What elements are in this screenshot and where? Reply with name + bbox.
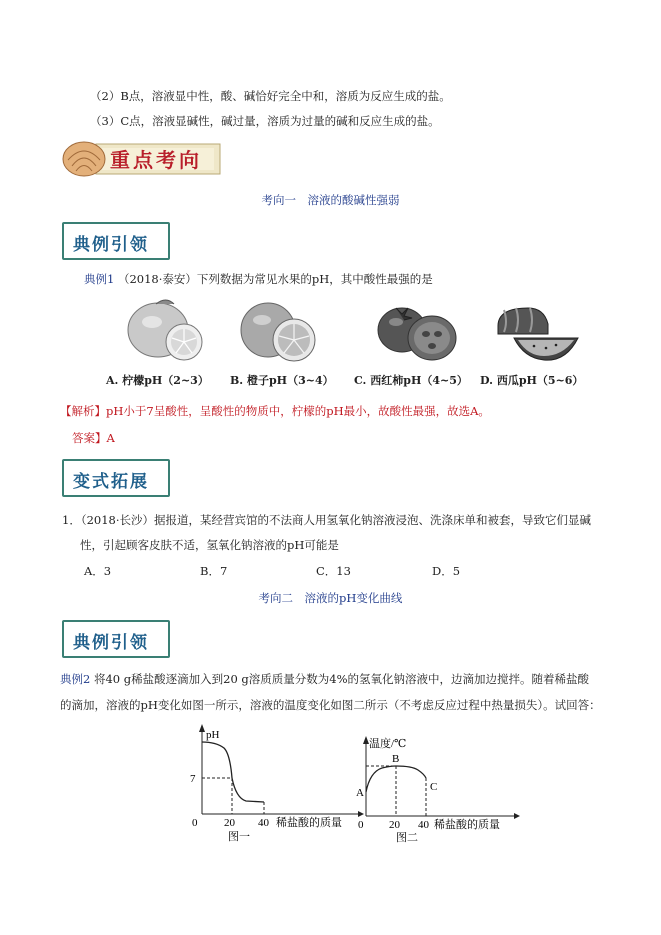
topic-2-heading: 考向二 溶液的pH变化曲线 bbox=[258, 591, 403, 605]
fig2-point-b: B bbox=[392, 753, 400, 765]
example-1-text: （2018·泰安）下列数据为常见水果的pH，其中酸性最强的是 bbox=[117, 272, 433, 286]
fig1-xtick-0: 0 bbox=[192, 817, 198, 829]
example-1-analysis: 【解析】pH小于7呈酸性，呈酸性的物质中，柠檬的pH最小，故酸性最强，故选A。 bbox=[60, 404, 490, 418]
figure-1 bbox=[186, 724, 366, 844]
example-2-text: 将40 g稀盐酸逐滴加入到20 g溶质质量分数为4%的氢氧化钠溶液中，边滴加边搅拌。随着稀盐酸 bbox=[93, 672, 590, 686]
lemon-image bbox=[118, 298, 214, 364]
x-axis-arrow-icon-2 bbox=[514, 813, 520, 819]
key-banner bbox=[62, 140, 222, 178]
topic-1-heading: 考向一 溶液的酸碱性强弱 bbox=[261, 193, 400, 207]
exercise-option-c[interactable]: C．13 bbox=[316, 564, 351, 578]
exercise-option-d[interactable]: D．5 bbox=[432, 564, 461, 578]
option-a[interactable]: A. 柠檬pH（2~3） bbox=[106, 374, 209, 387]
example-banner-2-title: 典例引领 bbox=[73, 633, 149, 653]
fig1-xtick-20: 20 bbox=[224, 817, 235, 829]
orange-image bbox=[236, 300, 326, 364]
fig2-ylabel: 温度/℃ bbox=[369, 738, 407, 750]
fig1-xtick-40: 40 bbox=[258, 817, 269, 829]
example-1-answer: 答案】A bbox=[72, 431, 115, 445]
variation-banner-title: 变式拓展 bbox=[73, 472, 149, 492]
fig2-caption: 图二 bbox=[396, 832, 418, 844]
fig2-point-a: A bbox=[356, 787, 364, 799]
fruit-options bbox=[106, 372, 606, 388]
example-1-question bbox=[84, 271, 433, 287]
fig2-xlabel: 稀盐酸的质量 bbox=[434, 819, 500, 831]
fig1-ytick-7: 7 bbox=[190, 773, 196, 785]
option-d[interactable]: D. 西瓜pH（5~6） bbox=[480, 374, 584, 387]
fig2-xtick-20: 20 bbox=[389, 819, 400, 831]
example-2-line-2: 的滴加，溶液的pH变化如图一所示，溶液的温度变化如图二所示（不考虑反应过程中热量损失）。试回答： bbox=[60, 698, 601, 712]
fig2-xtick-0: 0 bbox=[358, 819, 364, 831]
figure-2 bbox=[352, 734, 522, 846]
fig2-point-c: C bbox=[430, 781, 438, 793]
exercise-1-line-1: 1．（2018·长沙）据报道，某经营宾馆的不法商人用氢氧化钠溶液浸泡、洗涤床单和被套，导致它们显碱 bbox=[62, 513, 591, 527]
example-2-line-1 bbox=[60, 671, 589, 687]
fig1-ph-curve bbox=[202, 742, 264, 802]
y-axis-arrow-icon bbox=[199, 724, 205, 732]
watermelon-image bbox=[494, 304, 580, 362]
option-c[interactable]: C. 西红柿pH（4~5） bbox=[354, 374, 468, 387]
exercise-option-a[interactable]: A．3 bbox=[84, 564, 112, 578]
fig1-caption: 图一 bbox=[228, 831, 250, 843]
variation-banner bbox=[62, 459, 170, 497]
example-2-tag: 典例2 bbox=[60, 672, 91, 686]
fig1-xlabel: 稀盐酸的质量 bbox=[276, 817, 342, 829]
example-banner-title: 典例引领 bbox=[73, 235, 149, 255]
key-banner-title: 重点考向 bbox=[110, 148, 202, 172]
example-banner bbox=[62, 222, 170, 260]
exercise-option-b[interactable]: B．7 bbox=[200, 564, 228, 578]
intro-line-b: （2）B点，溶液显中性，酸、碱恰好完全中和，溶质为反应生成的盐。 bbox=[90, 89, 451, 103]
example-banner-2 bbox=[62, 620, 170, 658]
tomato-image bbox=[374, 298, 460, 364]
exercise-1-line-2: 性，引起顾客皮肤不适，氢氧化钠溶液的pH可能是 bbox=[80, 538, 339, 552]
exercise-1-options bbox=[84, 563, 504, 579]
fig1-ylabel: pH bbox=[206, 729, 220, 741]
option-b[interactable]: B. 橙子pH（3~4） bbox=[230, 374, 334, 387]
example-1-tag: 典例1 bbox=[84, 272, 115, 286]
intro-line-c: （3）C点，溶液显碱性，碱过量，溶质为过量的碱和反应生成的盐。 bbox=[90, 114, 440, 128]
fig2-xtick-40: 40 bbox=[418, 819, 429, 831]
